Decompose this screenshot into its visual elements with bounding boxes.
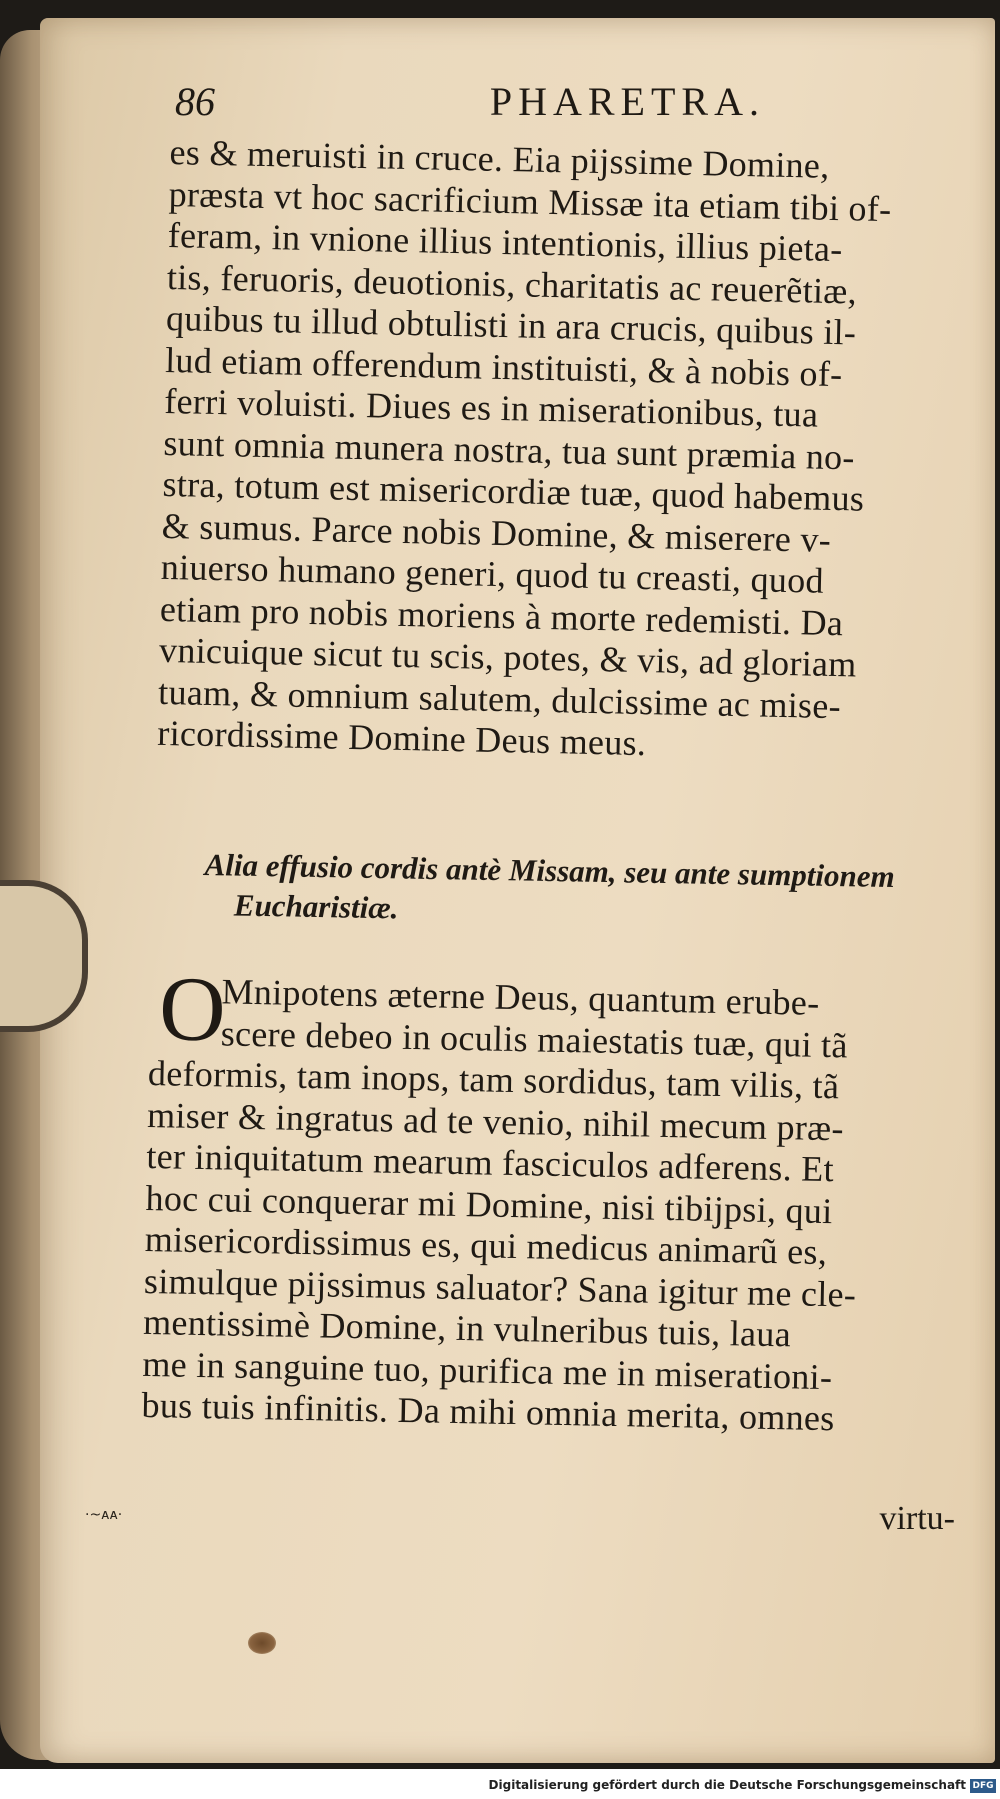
text-line: sunt omnia munera nostra, tua sunt præmia no- [163,422,856,477]
text-line: mentissimè Domine, in vulneribus tuis, laua [142,1301,792,1355]
page-number: 86 [175,79,215,124]
page-header [175,78,765,128]
text-line: ricordissime Domine Deus meus. [156,712,647,764]
text-line: lud etiam offerendum instituisti, & à nobis of- [164,339,843,394]
footer-bar [0,1769,1000,1799]
text-line: niuerso humano generi, quod tu creasti, quod [160,546,825,601]
dfg-logo-icon: DFG [970,1779,996,1793]
text-line: tis, feruoris, deuotionis, charitatis ac reuerẽtiæ, [166,256,858,311]
running-title: PHARETRA. [489,79,765,124]
text-line: misericordissimus es, qui medicus animarũ es, [144,1218,828,1273]
printer-mark: ·~ᴀᴀ· [85,1507,123,1523]
text-line: deformis, tam inops, tam sordidus, tam vilis, tã [147,1052,840,1107]
text-line: me in sanguine tuo, purifica me in miserationi- [142,1343,833,1397]
text-line: quibus tu illud obtulisti in ara crucis, quibus il- [165,297,857,353]
drop-cap-initial: O [158,957,227,1061]
text-line: miser & ingratus ad te venio, nihil mecum præ- [146,1094,845,1148]
text-line: simulque pijssimus saluator? Sana igitur me cle- [143,1260,857,1315]
text-line: ter iniquitatum mearum fasciculos adferens. Et [146,1135,835,1190]
text-line: scere debeo in oculis maiestatis tuæ, qui tã [220,1012,849,1065]
text-line: & sumus. Parce nobis Domine, & miserere v- [161,505,832,560]
catchword: virtu- [879,1500,955,1537]
text-line: bus tuis infinitis. Da mihi omnia merita, omnes [141,1384,835,1439]
text-line: præsta vt hoc sacrificium Missæ ita etiam tibi of- [168,173,892,229]
text-line: hoc cui conquerar mi Domine, nisi tibijpsi, qui [145,1177,833,1231]
text-line: stra, totum est misericordiæ tuæ, quod habemus [162,463,865,519]
text-line: feram, in vnione illius intentionis, illius pieta- [167,214,844,270]
rubric-line: Eucharistiæ. [233,887,399,926]
text-line: tuam, & omnium salutem, dulcissime ac mise- [157,671,842,726]
ink-stain [248,1632,276,1654]
text-line: es & meruisti in cruce. Eia pijssime Domine, [169,132,830,186]
text-line: ferri voluisti. Diues es in miserationibus, tua [163,380,819,435]
text-line: vnicuique sicut tu scis, potes, & vis, ad gloriam [158,629,858,685]
footer-credit: Digitalisierung gefördert durch die Deutsche Forschungsgemeinschaft [488,1778,966,1792]
section-rubric [204,845,985,939]
rubric-line: Alia effusio cordis antè Missam, seu ante sumptionem [204,846,896,895]
paragraph-2 [141,957,960,1442]
text-line: etiam pro nobis moriens à morte redemisti. Da [159,588,844,643]
page-tab-clip [0,880,88,1032]
text-line: Mnipotens æterne Deus, quantum erube- [221,971,820,1023]
paragraph-1 [157,132,960,771]
